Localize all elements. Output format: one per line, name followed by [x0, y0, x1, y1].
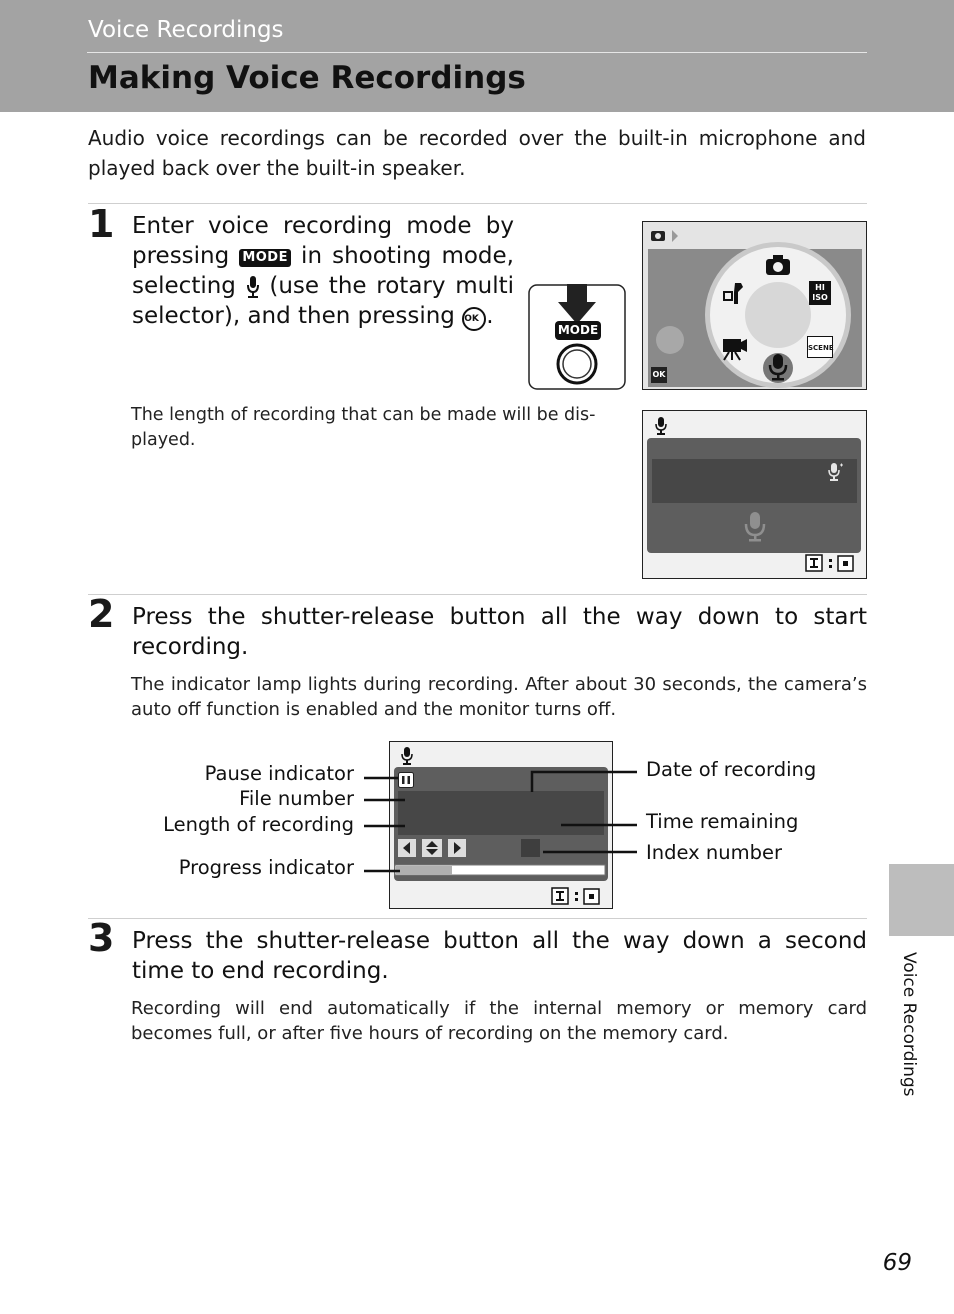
header-divider [87, 52, 867, 53]
callout-leader-lines [360, 760, 650, 880]
step-1-text-part: Enter voice recording mode by pressing [132, 213, 514, 269]
divider-step3 [88, 918, 867, 919]
step-1-text-part: . [486, 303, 494, 329]
step-1-number: 1 [88, 202, 115, 246]
step-2-instruction: Press the shutter-release button all the way down to start recording. [132, 604, 867, 660]
memory-indicator-icon [551, 886, 603, 910]
step-3-instruction: Press the shutter-release button all the way down a second time to end recording. [132, 928, 867, 984]
divider-step1 [88, 203, 867, 204]
callout-time-remaining: Time remaining [646, 810, 799, 833]
step-3-note: Recording will end automatically if the internal memory or memory card becomes full, or after five hours of recording on the memory card. [131, 998, 867, 1044]
mode-selection-screen [642, 221, 867, 390]
step-2-number: 2 [88, 592, 115, 636]
hi-iso-icon: HI ISO [809, 281, 831, 305]
callout-length-of-recording: Length of recording [163, 813, 354, 836]
step-1-instruction [132, 211, 514, 331]
section-title: Voice Recordings [88, 17, 284, 43]
callout-index-number: Index number [646, 841, 782, 864]
step-3-number: 3 [88, 916, 115, 960]
step-2-note: The indicator lamp lights during recording. After about 30 seconds, the camera’s auto off function is enabled and the monitor turns off. [131, 674, 867, 720]
callout-date-of-recording: Date of recording [646, 758, 817, 781]
callout-file-number: File number [239, 787, 354, 810]
ok-button-icon: OK [462, 307, 486, 331]
callout-progress-indicator: Progress indicator [178, 856, 354, 879]
voice-recording-screen [642, 410, 867, 579]
record-microphone-icon [828, 463, 844, 487]
side-tab-label: Voice Recordings [899, 952, 919, 1097]
intro-paragraph: Audio voice recordings can be recorded over the built-in microphone and played back over the built-in speaker. [88, 126, 866, 180]
setup-wrench-icon [721, 280, 747, 310]
step-1-text-part: in shooting mode, selecting [132, 243, 514, 299]
movie-icon [721, 336, 749, 366]
mode-button-illustration [528, 284, 626, 390]
page-title: Making Voice Recordings [88, 60, 526, 96]
divider-step2 [88, 594, 867, 595]
mode-button-icon: MODE [239, 249, 291, 267]
microphone-icon [246, 275, 260, 299]
memory-indicator-icon [805, 553, 857, 577]
page-number: 69 [882, 1250, 912, 1276]
side-tab-label-wrap [895, 952, 923, 1112]
microphone-icon [768, 353, 788, 385]
microphone-placeholder-icon [744, 511, 766, 547]
callout-pause-indicator: Pause indicator [204, 762, 354, 785]
step-1-note: The length of recording that can be made will be dis-played. [131, 405, 596, 450]
ok-indicator-icon: OK [651, 367, 667, 383]
step-1-text-part: (use the rotary multi selector), and then pressing [132, 273, 514, 329]
voice-mode-icon [655, 417, 667, 439]
camera-icon [765, 254, 791, 280]
chapter-side-tab [889, 864, 954, 936]
mode-button-label: MODE [557, 323, 599, 337]
scene-icon: SCENE [807, 336, 833, 358]
